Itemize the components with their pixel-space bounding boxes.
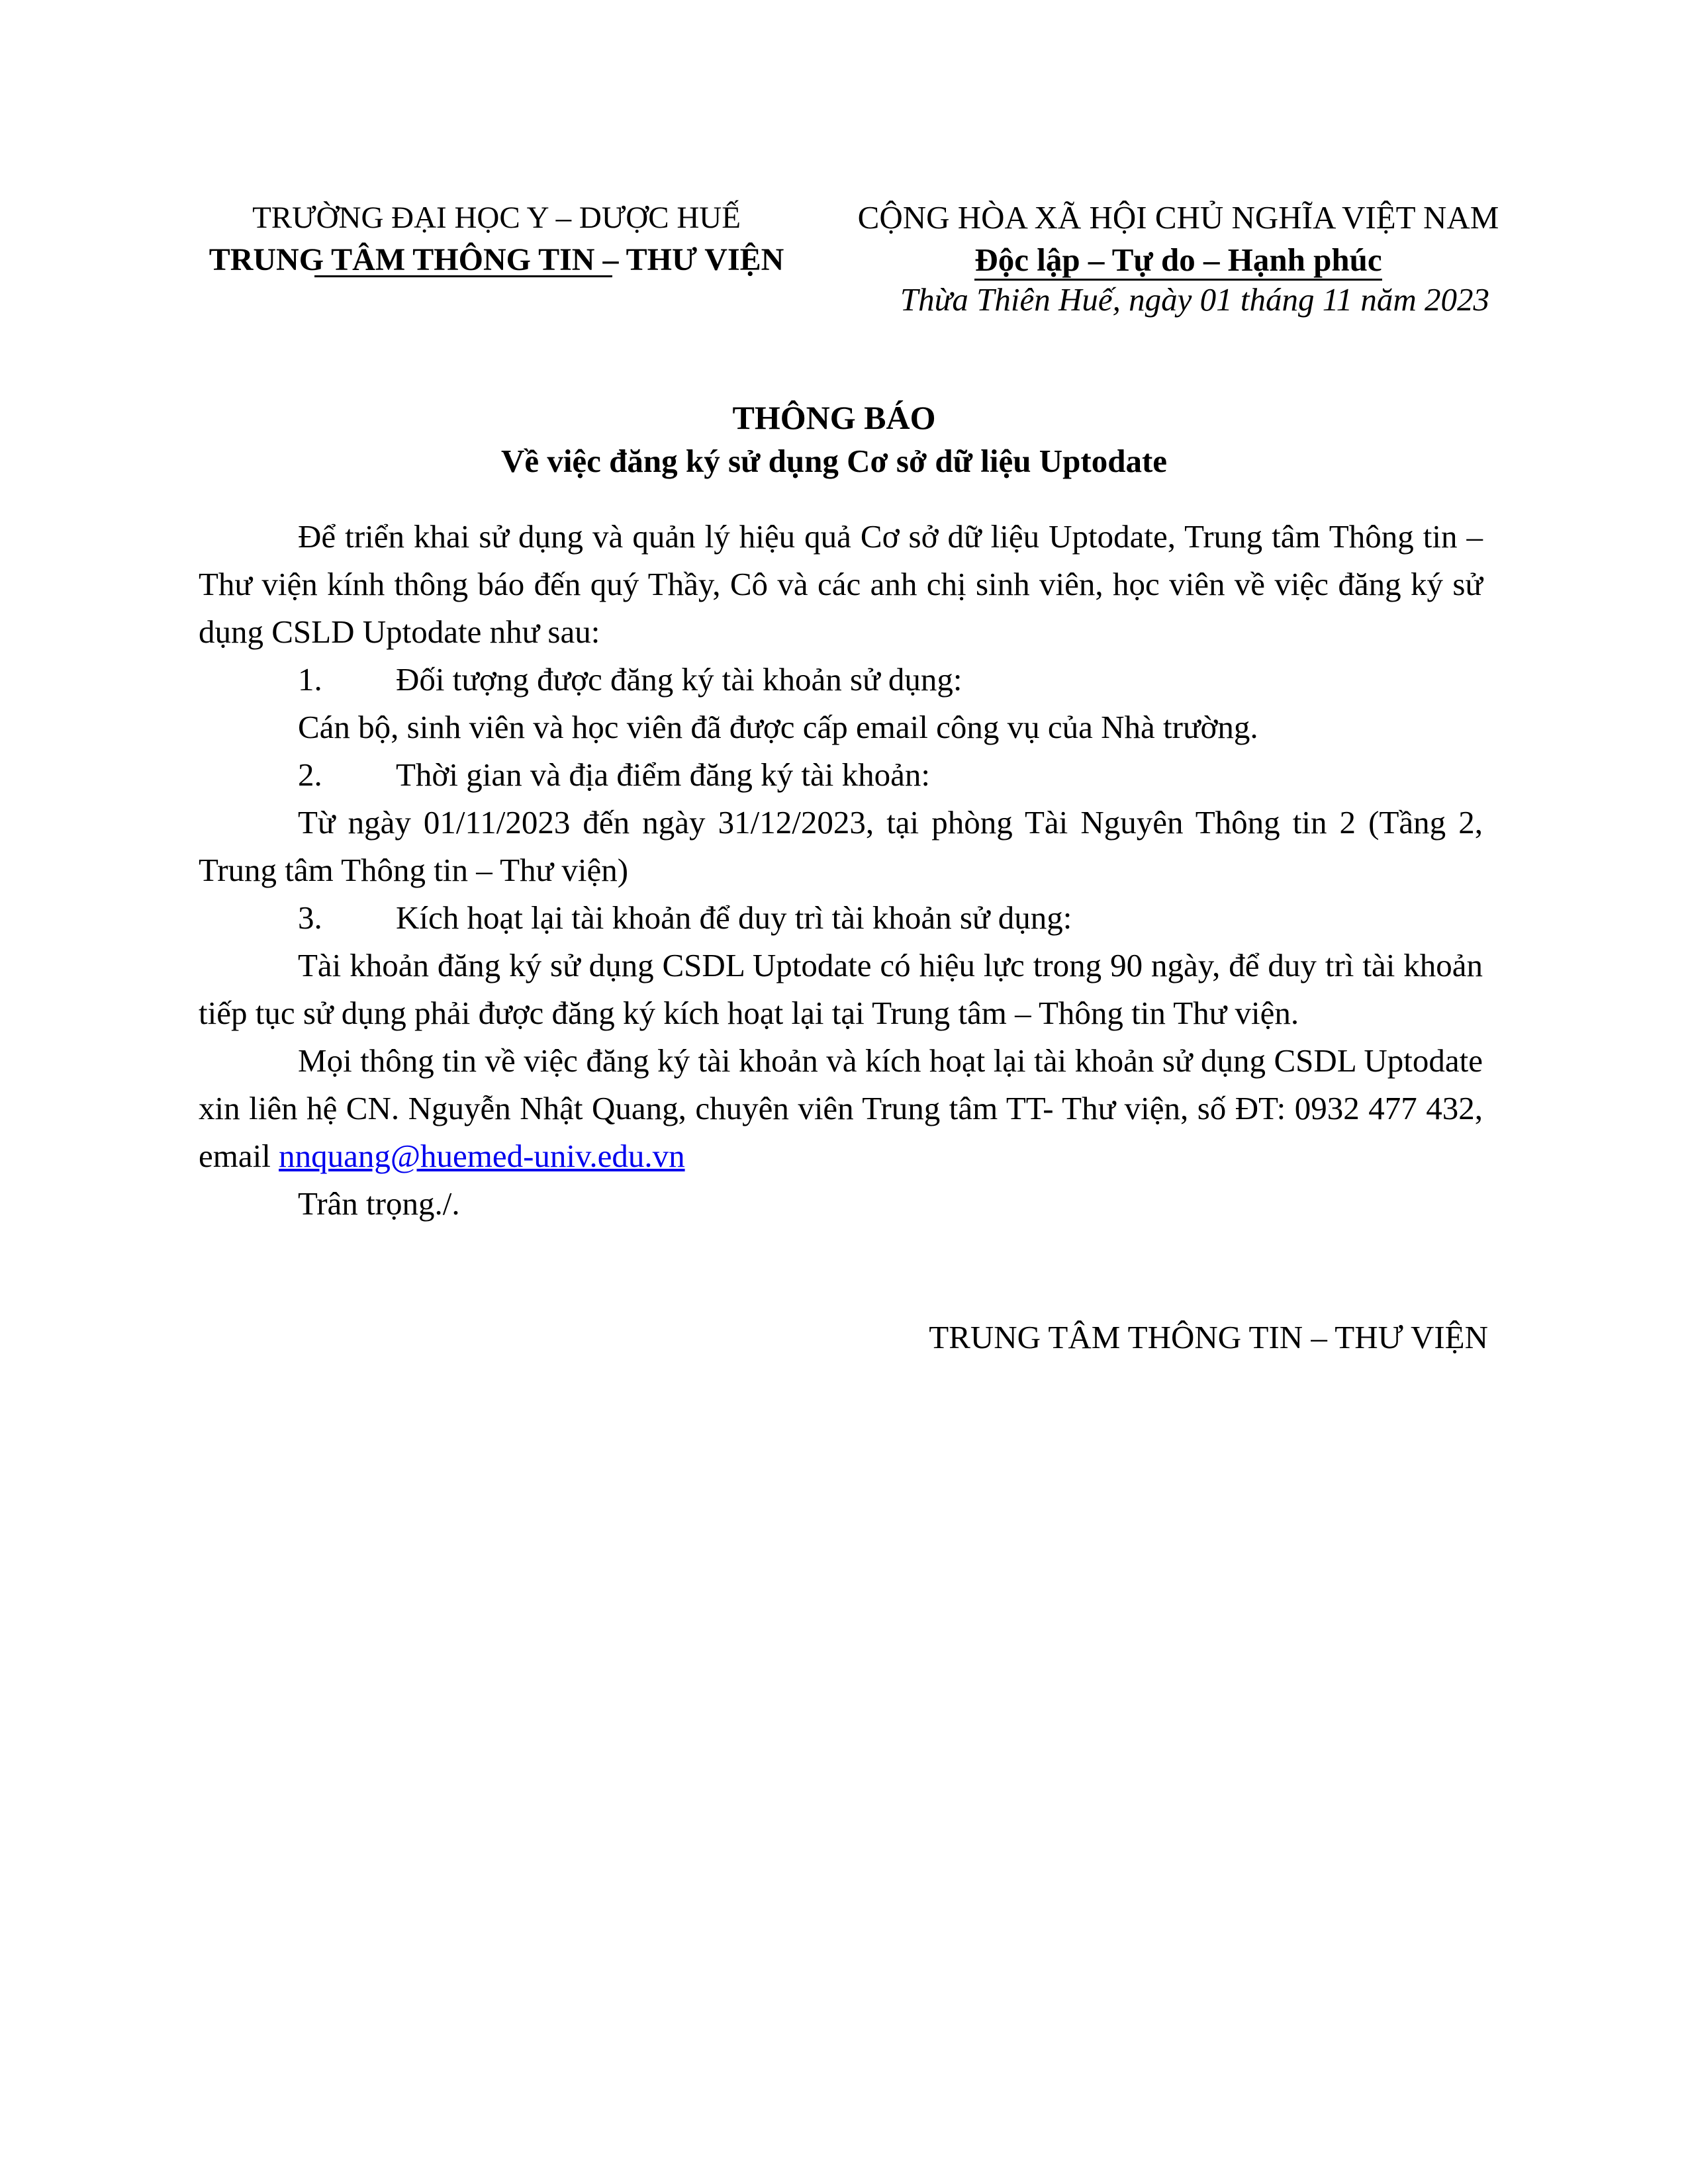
header-left (185, 197, 808, 282)
national-motto-text: Độc lập – Tự do – Hạnh phúc (974, 242, 1382, 281)
list-item-2-number: 2. (298, 756, 322, 793)
date-place: Thừa Thiên Huế, ngày 01 tháng 11 năm 2023 (900, 281, 1489, 318)
department-name: TRUNG TÂM THÔNG TIN – THƯ VIỆN (209, 242, 784, 277)
list-item-1-number: 1. (298, 661, 322, 698)
list-item-3-title: Kích hoạt lại tài khoản để duy trì tài khoản sử dụng: (396, 899, 1072, 936)
document-title: THÔNG BÁO (732, 399, 936, 436)
contact-text: Mọi thông tin về việc đăng ký tài khoản và kích hoạt lại tài khoản sử dụng CSDL Uptodate xin liên hệ CN. Nguyễn Nhật Quang, chuyên viên Trung tâm TT- Thư viện, số ĐT: 0932 477 432, email (199, 1042, 1483, 1174)
list-item-1-title: Đối tượng được đăng ký tài khoản sử dụng: (396, 661, 962, 698)
document-subtitle: Về việc đăng ký sử dụng Cơ sở dữ liệu Uptodate (500, 443, 1168, 479)
contact-email-link[interactable]: nnquang@huemed-univ.edu.vn (279, 1138, 685, 1174)
list-item-1-heading (199, 656, 1483, 704)
header-right (808, 197, 1549, 282)
document-body (199, 513, 1483, 1228)
list-item-1-content: Cán bộ, sinh viên và học viên đã được cấp email công vụ của Nhà trường. (298, 709, 1258, 745)
closing-line: Trân trọng./. (298, 1185, 460, 1222)
list-item-3-number: 3. (298, 899, 322, 936)
list-item-3-heading (199, 894, 1483, 942)
list-item-2-title: Thời gian và địa điểm đăng ký tài khoản: (396, 756, 930, 793)
list-item-2-heading (199, 751, 1483, 799)
intro-paragraph: Để triển khai sử dụng và quản lý hiệu quả Cơ sở dữ liệu Uptodate, Trung tâm Thông tin – Thư viện kính thông báo đến quý Thầy, Cô và các anh chị sinh viên, học viên về việc đăng ký sử dụng CSLD Uptodate như sau: (199, 518, 1483, 650)
country-name: CỘNG HÒA XÃ HỘI CHỦ NGHĨA VIỆT NAM (857, 199, 1499, 236)
contact-paragraph (199, 1037, 1483, 1180)
list-item-3-content: Tài khoản đăng ký sử dụng CSDL Uptodate có hiệu lực trong 90 ngày, để duy trì tài khoản tiếp tục sử dụng phải được đăng ký kích hoạt lại tại Trung tâm – Thông tin Thư viện. (199, 947, 1483, 1031)
list-item-2-content: Từ ngày 01/11/2023 đến ngày 31/12/2023, tại phòng Tài Nguyên Thông tin 2 (Tầng 2, Trung tâm Thông tin – Thư viện) (199, 804, 1483, 888)
national-motto (808, 238, 1549, 282)
institution-name: TRƯỜNG ĐẠI HỌC Y – DƯỢC HUẾ (252, 201, 741, 235)
signature-block: TRUNG TÂM THÔNG TIN – THƯ VIỆN (929, 1319, 1488, 1355)
header-left-underline (314, 275, 612, 277)
